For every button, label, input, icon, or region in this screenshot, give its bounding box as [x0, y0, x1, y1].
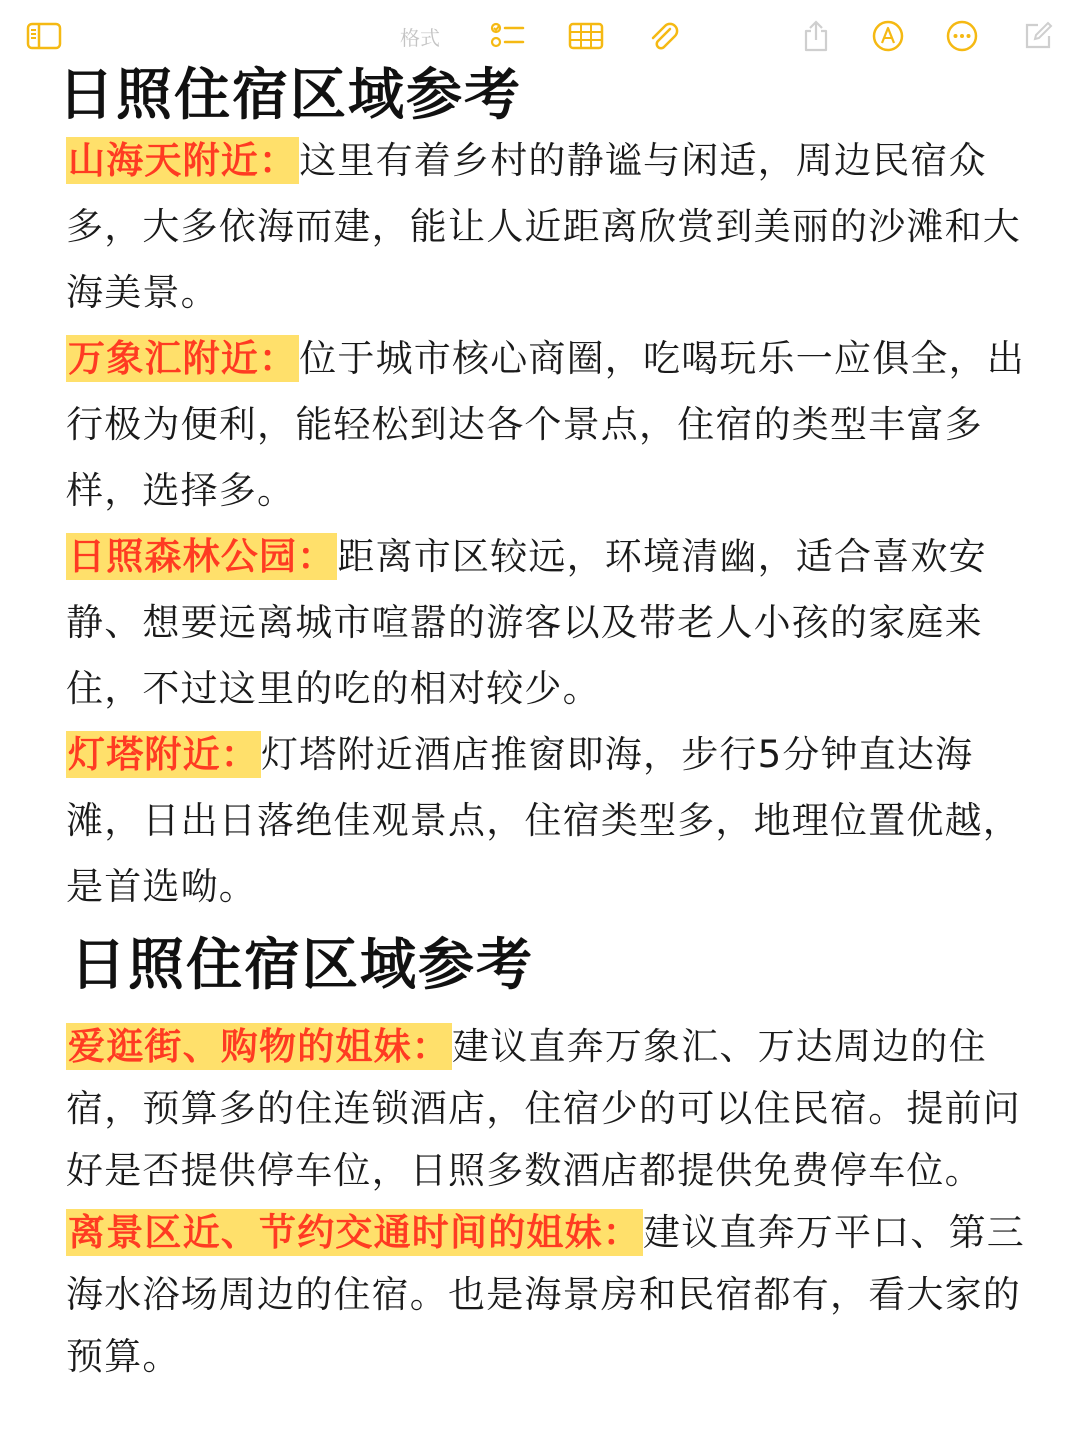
markup-pen-icon	[871, 19, 905, 53]
list-item	[66, 1202, 1046, 1388]
list-item	[66, 128, 1046, 326]
list-item	[66, 524, 1046, 722]
section-title: 日照住宿区域参考	[70, 933, 534, 998]
share-button[interactable]	[798, 18, 834, 54]
table-button[interactable]	[567, 18, 605, 54]
item-text: 距离市区较远，环境清幽，适合喜欢安静、想要远离城市喧嚣的游客以及带老人小孩的家庭来住，不过这里的吃的相对较少。	[66, 535, 987, 710]
highlight-label: 爱逛街、购物的姐妹：	[68, 1025, 450, 1068]
format-button[interactable]: 格式	[400, 26, 440, 50]
notes-toolbar	[0, 0, 1080, 70]
section-title: 日照住宿区域参考	[58, 63, 522, 128]
item-text: 建议直奔万象汇、万达周边的住宿，预算多的住连锁酒店，住宿少的可以住民宿。提前问好是否提供停车位，日照多数酒店都提供免费停车位。	[66, 1025, 1021, 1192]
table-icon	[568, 21, 604, 51]
highlight-label: 万象汇附近：	[68, 337, 298, 380]
highlight-label: 山海天附近：	[68, 139, 298, 182]
item-text: 建议直奔万平口、第三海水浴场周边的住宿。也是海景房和民宿都有，看大家的预算。	[66, 1211, 1025, 1378]
list-item	[66, 1016, 1046, 1202]
compose-button[interactable]	[1020, 18, 1056, 54]
checklist-button[interactable]	[490, 18, 526, 54]
attachment-icon	[646, 19, 680, 53]
item-text: 位于城市核心商圈，吃喝玩乐一应俱全，出行极为便利，能轻松到达各个景点，住宿的类型丰富多样，选择多。	[66, 337, 1026, 512]
highlight-label: 日照森林公园：	[68, 535, 336, 578]
markup-button[interactable]	[870, 18, 906, 54]
share-icon	[801, 19, 831, 53]
highlight-label: 灯塔附近：	[68, 733, 259, 776]
sidebar-toggle-button[interactable]	[24, 18, 64, 54]
highlight-label: 离景区近、节约交通时间的姐妹：	[68, 1211, 641, 1254]
sidebar-icon	[26, 22, 62, 50]
item-text: 灯塔附近酒店推窗即海，步行5分钟直达海滩，日出日落绝佳观景点，住宿类型多，地理位置优越，是首选呦。	[66, 733, 1021, 908]
list-item	[66, 326, 1046, 524]
list-item	[66, 722, 1046, 920]
attachment-button[interactable]	[645, 18, 681, 54]
more-button[interactable]	[944, 18, 980, 54]
more-icon	[945, 19, 979, 53]
item-text: 这里有着乡村的静谧与闲适，周边民宿众多，大多依海而建，能让人近距离欣赏到美丽的沙滩和大海美景。	[66, 139, 1021, 314]
checklist-icon	[490, 20, 526, 52]
compose-icon	[1022, 20, 1054, 52]
